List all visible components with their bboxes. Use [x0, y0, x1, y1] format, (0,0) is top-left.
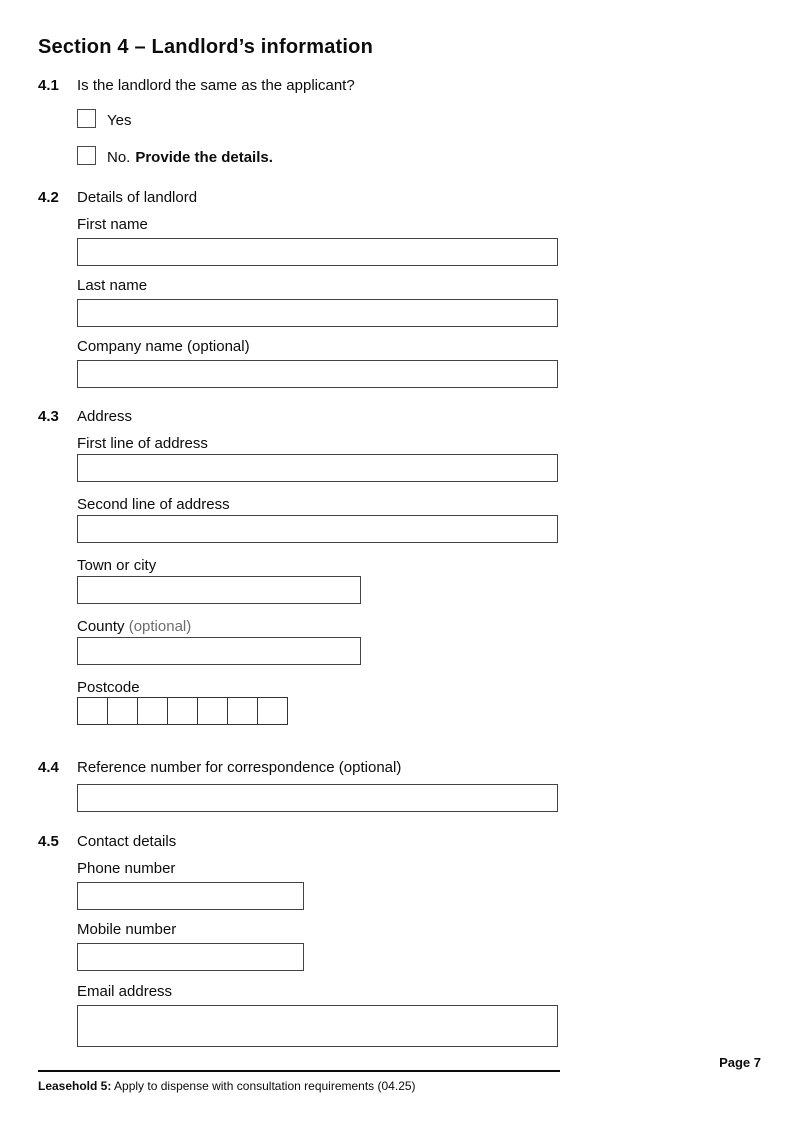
mobile-input[interactable]	[77, 943, 304, 971]
option-yes-row	[77, 107, 800, 130]
question-4-4	[38, 759, 800, 776]
first-name-label: First name	[77, 216, 148, 233]
town-group	[77, 558, 800, 604]
question-number: 4.5	[38, 833, 59, 850]
yes-label: Yes	[107, 112, 132, 129]
section-title: Section 4 – Landlord’s information	[38, 36, 373, 58]
last-name-input[interactable]	[77, 299, 558, 327]
last-name-label: Last name	[77, 277, 148, 294]
county-input[interactable]	[77, 637, 361, 665]
mobile-group	[77, 922, 800, 971]
page-number: Page 7	[719, 1055, 761, 1070]
question-text: Address	[77, 408, 133, 425]
reference-input[interactable]	[77, 784, 558, 812]
company-name-input[interactable]	[77, 360, 558, 388]
question-text: Is the landlord the same as the applicant?	[77, 77, 355, 94]
question-text: Reference number for correspondence (optional)	[77, 759, 402, 776]
address-line2-group	[77, 497, 800, 543]
company-name-group	[77, 339, 800, 388]
question-number: 4.4	[38, 759, 59, 776]
footer-divider	[38, 1070, 560, 1072]
mobile-label: Mobile number	[77, 921, 177, 938]
email-group	[77, 984, 800, 1047]
town-input[interactable]	[77, 576, 361, 604]
postcode-cell[interactable]	[197, 697, 228, 725]
phone-label: Phone number	[77, 860, 176, 877]
postcode-cell[interactable]	[107, 697, 138, 725]
address-line2-input[interactable]	[77, 515, 558, 543]
footer-form-name: Apply to dispense with consultation requirements (04.25)	[114, 1079, 416, 1093]
no-checkbox[interactable]	[77, 146, 96, 165]
first-name-input[interactable]	[77, 238, 558, 266]
company-name-label: Company name (optional)	[77, 338, 250, 355]
no-label-bold: Provide the details.	[135, 149, 273, 166]
question-4-3	[38, 408, 800, 425]
question-number: 4.2	[38, 189, 59, 206]
question-number: 4.1	[38, 77, 59, 94]
postcode-cell[interactable]	[167, 697, 198, 725]
phone-group	[77, 861, 800, 910]
yes-checkbox[interactable]	[77, 109, 96, 128]
town-label: Town or city	[77, 557, 157, 574]
county-optional-text: (optional)	[128, 618, 192, 635]
postcode-cell[interactable]	[257, 697, 288, 725]
postcode-cells	[77, 697, 800, 725]
email-input[interactable]	[77, 1005, 558, 1047]
postcode-cell[interactable]	[227, 697, 258, 725]
county-group	[77, 619, 800, 665]
address-line1-input[interactable]	[77, 454, 558, 482]
postcode-label: Postcode	[77, 679, 140, 696]
postcode-group	[77, 680, 800, 725]
postcode-cell[interactable]	[77, 697, 108, 725]
question-4-2	[38, 189, 800, 206]
question-4-5	[38, 833, 800, 850]
address-line2-label: Second line of address	[77, 496, 230, 513]
option-no-row	[77, 144, 800, 167]
question-number: 4.3	[38, 408, 59, 425]
postcode-cell[interactable]	[137, 697, 168, 725]
question-text: Contact details	[77, 833, 177, 850]
address-line1-label: First line of address	[77, 435, 208, 452]
question-text: Details of landlord	[77, 189, 198, 206]
footer-form-id: Leasehold 5:	[38, 1079, 112, 1093]
county-label	[77, 619, 800, 635]
email-label: Email address	[77, 983, 173, 1000]
county-label-text: County	[77, 618, 125, 635]
phone-input[interactable]	[77, 882, 304, 910]
question-4-1	[38, 77, 800, 94]
footer-form-title	[38, 1079, 416, 1093]
reference-group	[77, 784, 800, 812]
last-name-group	[77, 278, 800, 327]
first-name-group	[77, 217, 800, 266]
address-line1-group	[77, 436, 800, 482]
no-label: No.	[107, 149, 131, 166]
